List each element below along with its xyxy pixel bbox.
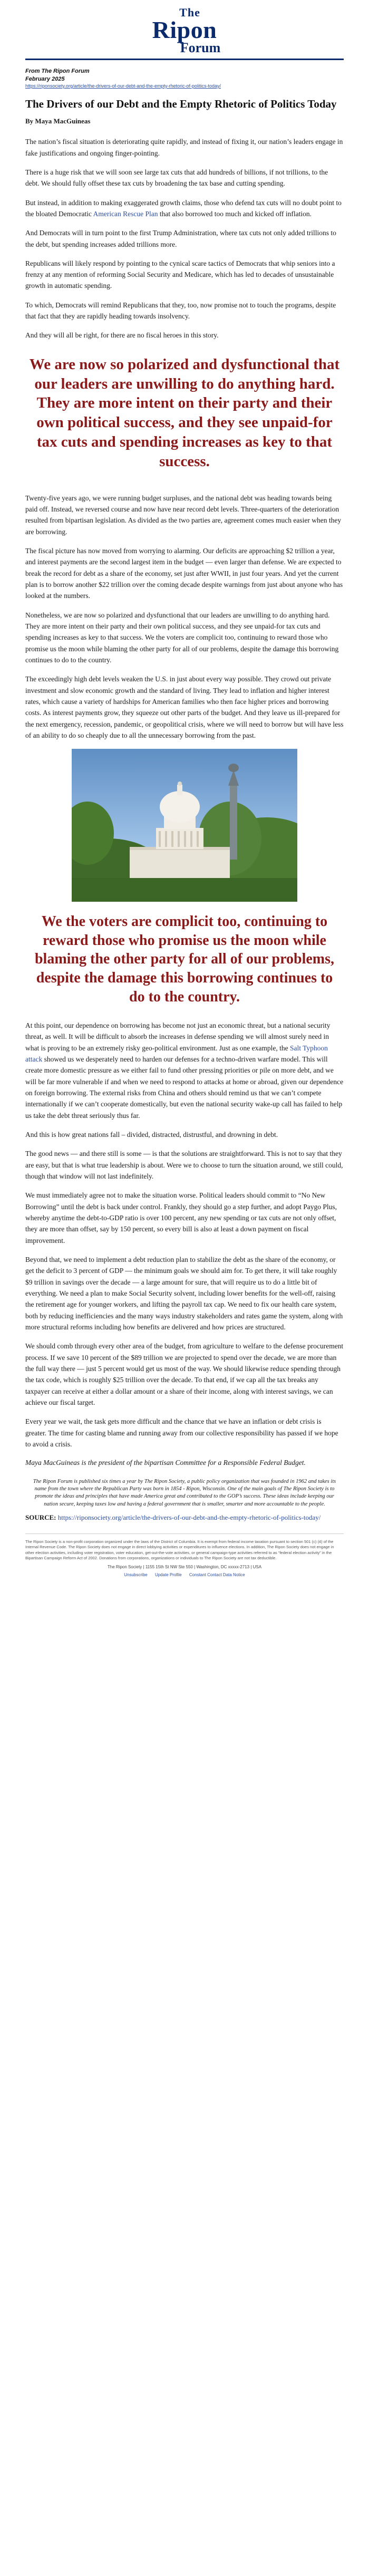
- paragraph: And this is how great nations fall – divided, distracted, distrustful, and drowning in debt.: [25, 1131, 278, 1139]
- legal-notice: The Ripon Society is a non-profit corporation organized under the laws of the District of Columbia. It is exempt from federal income taxation pursuant to section 501 (c) (4) of the Internal Revenue Code. The Ripon Society does not engage in direct lobbying activities or expenditures to influence elections. In addition, The Ripon Society does not engage in other election activities, including voter registration, voter education, get-out-the-vote activities, or general campaign-type activities referred to as “federal election activity” in the Bipartisan Campaign Reform Act of 2002. Donations from corporations, organizations or individuals to The Ripon Society are not tax deductible.: [25, 1533, 344, 1561]
- ripon-forum-logo: [25, 7, 344, 54]
- paragraph: Every year we wait, the task gets more difficult and the chance that we have an inflation or debt crisis is greater. The time for casting blame and running away from our collective responsibility has passed if we hope to avoid a crisis.: [25, 1417, 338, 1448]
- source-link[interactable]: https://riponsociety.org/article/the-drivers-of-our-debt-and-the-empty-rhetoric-of-politics-today/: [57, 1513, 321, 1521]
- update-profile-link[interactable]: Update Profile: [154, 1572, 182, 1577]
- paragraph: The fiscal picture has now moved from worrying to alarming. Our deficits are approaching $2 trillion a year, and interest payments are the second largest item in the budget — even larger than defense. We are expected to break the record for debt as a share of the economy, set just after WWII, in just four years. And yet the current plan is to borrow another $22 trillion over the coming decade despite warnings from just about anyone who has looked at the numbers.: [25, 547, 343, 600]
- paragraph: The good news — and there still is some — is that the solutions are straightforward. This is not to say that they are easy, but that is what true leadership is about. Were we to choose to turn the situation around, we still could, though that window will not last indefinitely.: [25, 1150, 343, 1180]
- logo-line-3: Forum: [180, 40, 221, 55]
- mailing-address: The Ripon Society | 1155 15th St NW Ste 550 | Washington, DC xxxxx-2713 | USA: [107, 1564, 262, 1569]
- issue-date: February 2025: [25, 76, 65, 83]
- capitol-illustration: [72, 749, 297, 902]
- footer-links: [25, 1572, 344, 1577]
- paragraph-text: But instead, in addition to making exaggerated growth claims, those who defend tax cuts will no doubt point to the bloated Democratic: [25, 198, 342, 218]
- salt-typhoon-link[interactable]: Salt Typhoon attack: [25, 1044, 328, 1064]
- byline: By Maya MacGuineas: [25, 117, 91, 126]
- paragraph: [25, 197, 344, 220]
- source-line: [25, 1513, 344, 1522]
- paragraph-text: that also borrowed too much and kicked off inflation.: [158, 209, 312, 218]
- paragraph: We must immediately agree not to make the situation worse. Political leaders should commit to “No New Borrowing” until the debt is back under control. Frankly, they should go a step further, and adopt Paygo Plus, whereby anytime the debt-to-GDP ratio is over 100 percent, any new spending or tax cuts are not only offset, they are more than offset, say by 150 percent, so every bill is also at least a down payment on fiscal improvement.: [25, 1191, 337, 1244]
- paragraph-text: At this point, our dependence on borrowing has become not just an economic threat, but a national security threat, as well. It will be difficult to absorb the increases in defense spending we will almost surely need in what is proving to be an extremely risky geo-political environment. Just as one example, the: [25, 1021, 331, 1052]
- paragraph: Nonetheless, we are now so polarized and dysfunctional that our leaders are unwilling to do anything hard. They are more intent on their party and their own political success, and they see unpaid-for tax cuts and spending increases as key to that success. We the voters are complicit too, continuing to reward those who promise us the moon while blaming the other party for all of our problems, despite the damage this borrowing continues to do to the country.: [25, 611, 339, 664]
- from-line: From The Ripon Forum: [25, 68, 90, 75]
- data-notice-link[interactable]: Constant Contact Data Notice: [189, 1572, 245, 1577]
- paragraph: The exceedingly high debt levels weaken the U.S. in just about every way possible. They crowd out private investment and slow economic growth and the standard of living. They lead to inflation and higher interest rates, which cause a variety of hardships for American families who then face higher prices and borrowing costs. As interest payments grow, they squeeze out other parts of the budget. And they leave us ill-prepared for the next emergency, recession, pandemic, or geopolitical crisis, where we will need to borrow but will have less of an ability to do so cheaply due to all the unnecessary borrowing from the past.: [25, 675, 344, 739]
- american-rescue-plan-link[interactable]: American Rescue Plan: [93, 209, 158, 218]
- paragraph: There is a huge risk that we will soon see large tax cuts that add hundreds of billions, if not trillions, to the debt. We should fully offset these tax cuts by broadening the tax base and cutting spending.: [25, 168, 328, 188]
- logo-line-2: Ripon: [152, 16, 217, 43]
- pull-quote: We are now so polarized and dysfunctional that our leaders are unwilling to do anything hard. They are more intent on their party and their own political success, and they see unpaid-for tax cuts and spending increases as key to that success.: [29, 355, 340, 470]
- article-url-link[interactable]: https://riponsociety.org/article/the-drivers-of-our-debt-and-the-empty-rhetoric-of-politics-today/: [25, 83, 221, 89]
- capitol-photo: [72, 749, 297, 902]
- paragraph: [25, 1020, 344, 1121]
- paragraph: Twenty-five years ago, we were running budget surpluses, and the national debt was heading towards being paid off. Instead, we reversed course and now have near record debt levels. Three-quarters of the deterioration resulted from bipartisan legislation. As divided as the two parties are, agreement comes much easier when they are borrowing.: [25, 494, 342, 536]
- paragraph: Beyond that, we need to implement a debt reduction plan to stabilize the debt as the share of the economy, or get the deficit to 3 percent of GDP — the minimum goals we should aim for. To get there, it will take roughly $9 trillion in savings over the decade — a large amount for sure, that will require us to do a little bit of everything. We need a plan to make Social Security solvent, including lower benefits for the well-off, raising the retirement age for younger workers, and lifting the payroll tax cap. We need to fix our health care system, both by reducing inefficiencies and the many ways industry stakeholders and rates game the system, along with more structural reforms including how benefits are delivered and how prices are structured.: [25, 1255, 343, 1331]
- article-title: The Drivers of our Debt and the Empty Rhetoric of Politics Today: [25, 97, 337, 110]
- header-divider: [25, 59, 344, 60]
- paragraph-text: showed us we desperately need to harden our defenses for a techno-driven warfare model. This will create more domestic pressure as we either fail to fund other pressing priorities or pile on more debt, and we will be far more vulnerable if and when we need to respond to attacks at home or abroad, given our dependence on foreign borrowing. The external risks from China and others should remind us that we can’t compete internationally if we can’t cooperate domestically, but even the national security wake-up call has failed to help us take the debt threat seriously thus far.: [25, 1055, 344, 1120]
- paragraph: And Democrats will in turn point to the first Trump Administration, where tax cuts not only added trillions to the debt, but spending increases added trillions more.: [25, 229, 336, 248]
- paragraph: We should comb through every other area of the budget, from agriculture to welfare to the defense procurement process. If we save 10 percent of the $89 trillion we are projected to spend over the decade, we are more than the full way there — just 5 percent would get us most of the way. We should likewise reduce spending through the tax code, which is roughly $25 trillion over the decade. To that end, if we cap all the tax breaks any taxpayer can receive at either a dollar amount or a share of their income, along with interest savings, we can achieve our fiscal target.: [25, 1342, 344, 1406]
- source-label: SOURCE:: [25, 1513, 56, 1521]
- pull-quote: We the voters are complicit too, continuing to reward those who promise us the moon while blaming the other party for all of our problems, despite the damage this borrowing continues to do to the country.: [34, 913, 335, 1005]
- paragraph: To which, Democrats will remind Republicans that they, too, now promise not to touch the programs, despite that fact that they are rapidly heading towards insolvency.: [25, 301, 336, 321]
- logo-line-1: The: [179, 6, 200, 19]
- paragraph: The nation’s fiscal situation is deteriorating quite rapidly, and instead of fixing it, our nation’s leaders engage in fake justifications and ongoing finger-pointing.: [25, 138, 343, 157]
- about-ripon-forum: The Ripon Forum is published six times a year by The Ripon Society, a public policy organization that was founded in 1962 and takes its name from the town where the Republican Party was born in 1854 - Ripon, Wisconsin. One of the main goals of The Ripon Society is to promote the ideas and principles that have made America great and contributed to the GOP’s success. These ideas include keeping our nation secure, keeping taxes low and having a federal government that is smaller, smarter and more accountable to the people.: [33, 1479, 336, 1507]
- author-bio: Maya MacGuineas is the president of the bipartisan Committee for a Responsible Federal Budget.: [25, 1459, 306, 1467]
- unsubscribe-link[interactable]: Unsubscribe: [124, 1572, 148, 1577]
- paragraph: And they will all be right, for there are no fiscal heroes in this story.: [25, 331, 219, 340]
- email-sheet: [25, 0, 344, 1577]
- paragraph: Republicans will likely respond by pointing to the cynical scare tactics of Democrats that whip seniors into a frenzy at any mention of reforming Social Security and Medicare, which has led to decades of unsustainable growth in automatic spending.: [25, 259, 335, 290]
